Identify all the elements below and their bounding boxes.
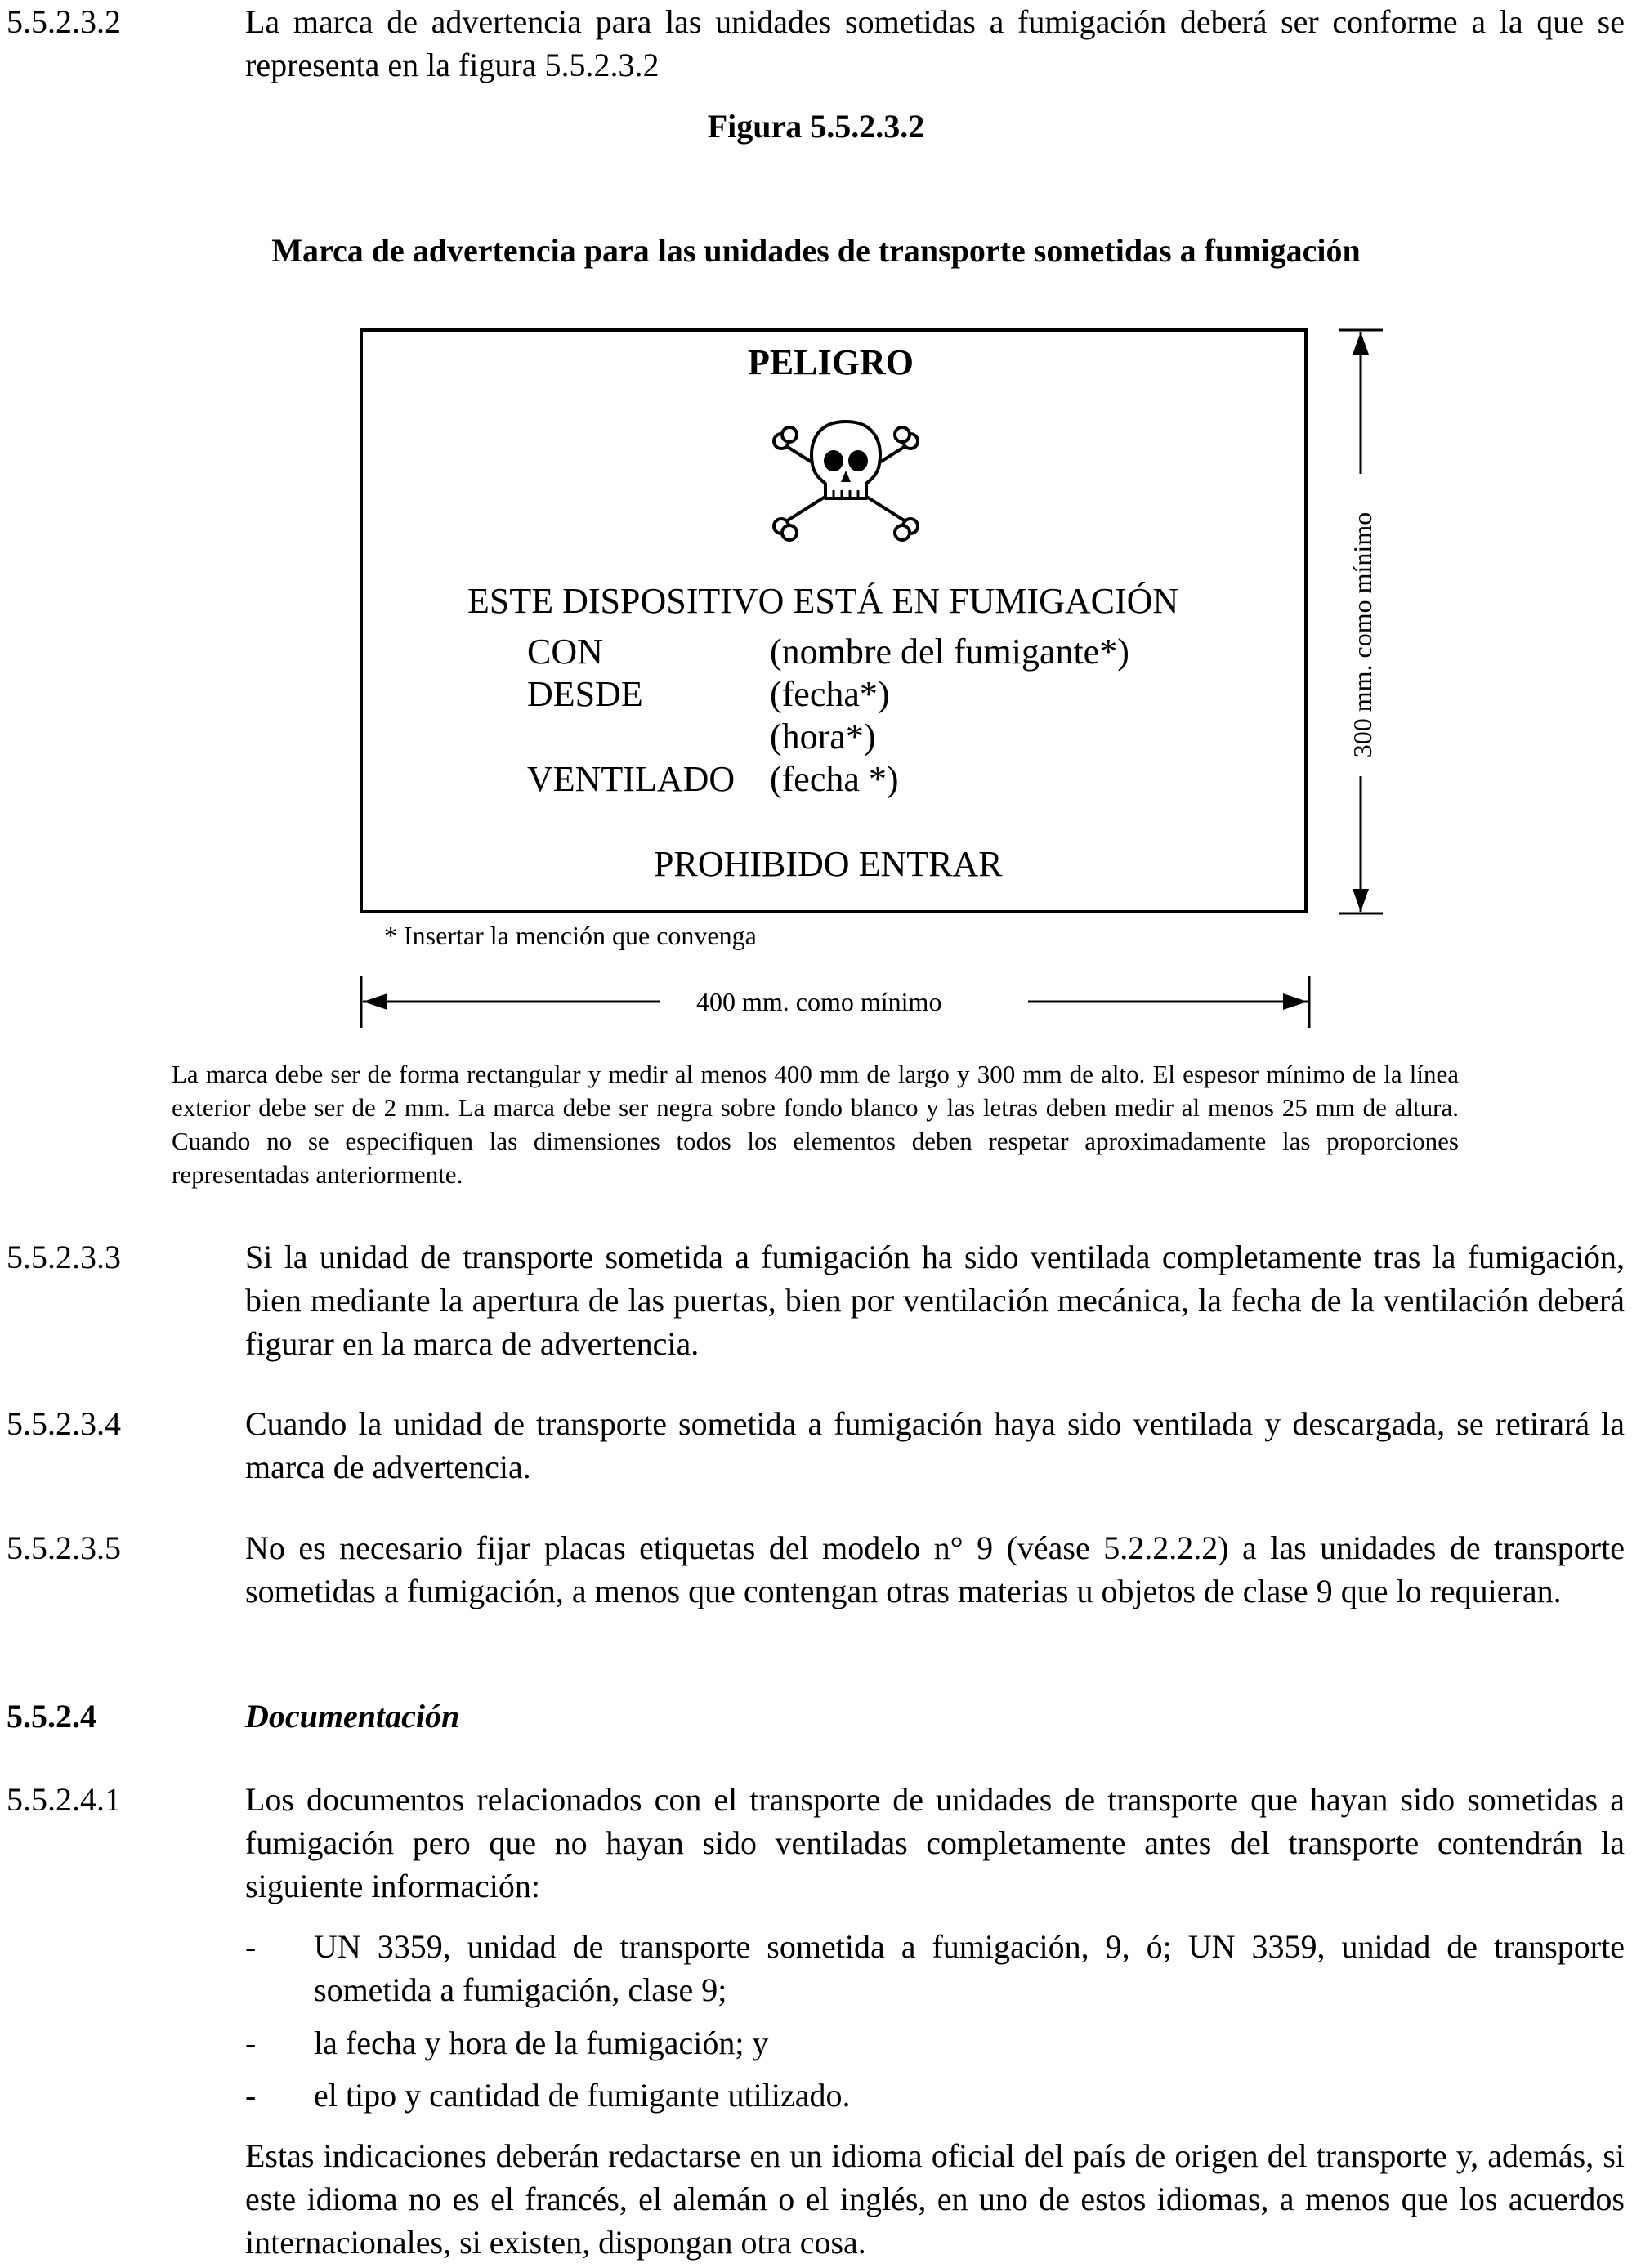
list-item-text: UN 3359, unidad de transporte sometida a fumigación, 9, ó; UN 3359, unidad de transporte sometida a fumigación, clase 9; — [314, 1928, 1625, 2008]
mark-row-label: CON — [527, 632, 603, 672]
mark-title: PELIGRO — [748, 342, 914, 382]
paragraph-number: 5.5.2.3.2 — [7, 3, 121, 40]
paragraph-text: Si la unidad de transporte sometida a fumigación ha sido ventilada completamente tras la fumigación, bien mediante la apertura de las puertas, bien por ventilación mecánica, la fecha de la ventilación deberá figurar en la marca de advertencia. — [245, 1239, 1625, 1362]
paragraph-number: 5.5.2.3.4 — [7, 1405, 121, 1442]
paragraph-number: 5.5.2.3.3 — [7, 1239, 121, 1275]
figure-footnote: * Insertar la mención que convenga — [384, 921, 757, 950]
section-title: Documentación — [245, 1698, 460, 1734]
mark-row-value: (fecha*) — [770, 674, 890, 714]
section-number: 5.5.2.4 — [7, 1698, 96, 1734]
paragraph-number: 5.5.2.3.5 — [7, 1529, 121, 1566]
skull-and-crossbones-icon — [768, 418, 923, 549]
mark-line-fumigation: ESTE DISPOSITIVO ESTÁ EN FUMIGACIÓN — [467, 581, 1179, 621]
paragraph-text: La marca de advertencia para las unidades sometidas a fumigación deberá ser conforme a la que se representa en la figura 5.5.2.3.2 — [245, 3, 1625, 83]
list-item-text: el tipo y cantidad de fumigante utilizado. — [314, 2077, 851, 2114]
mark-row-value: (hora*) — [770, 717, 876, 757]
mark-row-value: (fecha *) — [770, 759, 899, 799]
mark-footer: PROHIBIDO ENTRAR — [654, 844, 1003, 884]
closing-text: Estas indicaciones deberán redactarse en un idioma oficial del país de origen del transporte y, además, si este idioma no es el francés, el alemán o el inglés, en uno de estos idiomas, a menos que los acuerdos internacionales, si existen, dispongan otra cosa. — [245, 2137, 1625, 2261]
mark-row-value: (nombre del fumigante*) — [770, 632, 1129, 672]
paragraph-text: Los documentos relacionados con el transporte de unidades de transporte que hayan sido sometidas a fumigación pero que no hayan sido ventiladas completamente antes del transporte contendrán la siguiente información: — [245, 1781, 1625, 1904]
mark-row-label: VENTILADO — [527, 759, 736, 799]
figure-caption: Marca de advertencia para las unidades de transporte sometidas a fumigación — [271, 232, 1361, 269]
height-dimension-label: 300 mm. como mínimo — [1348, 511, 1377, 758]
list-item-text: la fecha y hora de la fumigación; y — [314, 2025, 769, 2061]
list-dash: - — [245, 1928, 257, 1965]
list-dash: - — [245, 2077, 257, 2114]
figure-note: La marca debe ser de forma rectangular y medir al menos 400 mm de largo y 300 mm de alto. El espesor mínimo de la línea exterior debe ser de 2 mm. La marca debe ser negra sobre fondo blanco y las letras deben medir al menos 25 mm de altura. Cuando no se especifiquen las dimensiones todos los elementos deben respetar aproximadamente las proporciones representadas anteriormente. — [172, 1060, 1459, 1189]
figure-label: Figura 5.5.2.3.2 — [707, 108, 925, 145]
paragraph-text: No es necesario fijar placas etiquetas del modelo n° 9 (véase 5.2.2.2.2) a las unidades de transporte sometidas a fumigación, a menos que contengan otras materias u objetos de clase 9 que lo requieran. — [245, 1529, 1625, 1609]
paragraph-number: 5.5.2.4.1 — [7, 1781, 121, 1818]
paragraph-text: Cuando la unidad de transporte sometida a fumigación haya sido ventilada y descargada, se retirará la marca de advertencia. — [245, 1405, 1625, 1485]
mark-row-label: DESDE — [527, 674, 643, 714]
list-dash: - — [245, 2025, 257, 2061]
width-dimension-label: 400 mm. como mínimo — [696, 987, 942, 1016]
